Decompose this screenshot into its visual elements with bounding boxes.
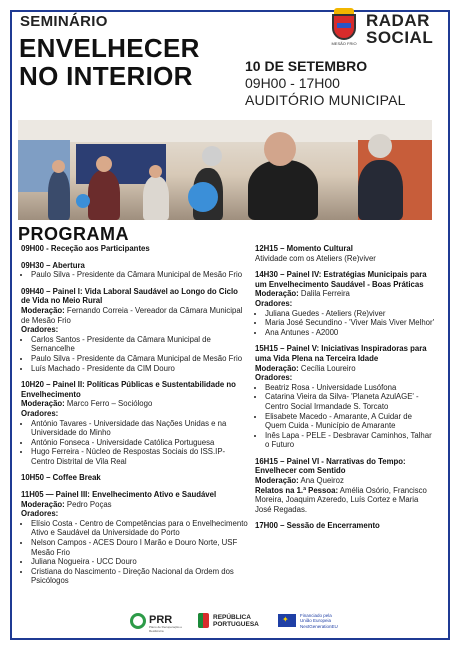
speaker-list <box>255 383 435 450</box>
moderator-name: Cecília Loureiro <box>298 363 356 373</box>
moderator-name: Ana Queiroz <box>298 476 344 486</box>
speaker-list <box>21 335 249 373</box>
program-block <box>255 270 435 337</box>
moderation-line <box>255 364 435 374</box>
session-title: 16H15 – Painel VI - Narrativas do Tempo: Envelhecer com Sentido <box>255 456 406 476</box>
moderator-name: Pedro Poças <box>64 499 112 509</box>
program-block <box>21 380 249 466</box>
brand-line1: RADAR <box>366 11 430 30</box>
brand-line2: SOCIAL <box>366 28 434 47</box>
reports-names: Amélia Osório, Francisco Moreira, Joaquim Azeredo, Luís Cortez e Maria José Regadas. <box>255 485 427 514</box>
reports-label: Relatos na 1.ª Pessoa: <box>255 485 339 495</box>
moderation-line <box>21 500 249 510</box>
speaker-item: • Beatriz Rosa - Universidade Lusófona <box>265 383 435 393</box>
program-column-left <box>21 244 249 593</box>
speaker-list <box>21 519 249 586</box>
speaker-list <box>255 309 435 338</box>
speakers-label: Oradores: <box>255 298 293 308</box>
session-title: 17H00 – Sessão de Encerramento <box>255 521 380 531</box>
eu-line2: União Europeia <box>300 618 332 624</box>
moderation-line <box>255 289 435 299</box>
moderation-label: Moderação: <box>255 363 299 373</box>
speaker-item: • António Fonseca - Universidade Católica Portuguesa <box>31 438 249 448</box>
eu-funding-logo <box>278 611 348 633</box>
session-title: 11H05 — Painel III: Envelhecimento Ativo e Saudável <box>21 490 217 500</box>
session-title: 09H00 - Receção aos Participantes <box>21 244 150 253</box>
speaker-item: • Maria José Secundino - 'Viver Mais Viver Melhor' <box>265 318 435 328</box>
moderation-label: Moderação: <box>21 499 65 509</box>
event-place: AUDITÓRIO MUNICIPAL <box>245 92 406 108</box>
event-title-line2: NO INTERIOR <box>19 61 193 91</box>
speaker-item: • Luís Machado - Presidente da CIM Douro <box>31 364 249 374</box>
moderation-label: Moderação: <box>255 289 299 299</box>
event-title-line1: ENVELHECER <box>19 33 200 63</box>
moderation-label: Moderação: <box>255 476 299 486</box>
program-block <box>255 521 435 531</box>
seminar-label: SEMINÁRIO <box>20 13 108 30</box>
session-title: 12H15 – Momento Cultural <box>255 244 353 253</box>
prr-ring-icon <box>130 613 146 629</box>
program-block <box>21 261 249 280</box>
speakers-label: Oradores: <box>255 373 293 383</box>
event-time: 09H00 - 17H00 <box>245 75 340 91</box>
speaker-item: • António Tavares - Universidade das Nações Unidas e na Universidade do Minho <box>31 419 249 438</box>
program-block <box>21 490 249 586</box>
speaker-item: • Paulo Silva - Presidente da Câmara Municipal de Mesão Frio <box>31 270 249 280</box>
speaker-item: • Hugo Ferreira - Núcleo de Respostas Sociais do ISS.IP- Centro Distrital de Vila Real <box>31 447 249 466</box>
speaker-item: • Juliana Nogueira - UCC Douro <box>31 557 249 567</box>
session-note: Atividade com os Ateliers (Re)viver <box>255 253 376 263</box>
eu-line1: Financiado pela <box>300 613 332 618</box>
speaker-item: • Carlos Santos - Presidente da Câmara Municipal de Sernancelhe <box>31 335 249 354</box>
speaker-list <box>21 419 249 467</box>
eu-line3: NextGenerationEU <box>300 623 338 629</box>
speaker-item: • Catarina Vieira da Silva- 'Planeta AzulAGE' - Centro Social Irmandade S. Torcato <box>265 392 435 411</box>
speaker-item: • Nelson Campos - ACES Douro I Marão e Douro Norte, USF Mesão Frio <box>31 538 249 557</box>
moderation-line <box>21 306 249 325</box>
speaker-item: • Ana Antunes - A2000 <box>265 328 435 338</box>
program-block <box>255 344 435 450</box>
moderation-label: Moderação: <box>21 305 65 315</box>
moderator-name: Dalila Ferreira <box>298 289 350 299</box>
prr-sub: Plano de Recuperação e Resiliência <box>149 625 183 633</box>
prr-label: PRR <box>149 614 173 626</box>
speakers-label: Oradores: <box>21 325 59 335</box>
moderation-line <box>21 399 249 409</box>
radar-social-logo <box>366 12 433 46</box>
rep-line2: PORTUGUESA <box>213 621 259 628</box>
sponsor-footer <box>10 603 450 640</box>
speaker-list <box>21 270 249 280</box>
rep-line1: REPÚBLICA <box>213 614 251 621</box>
prr-logo <box>130 611 188 631</box>
session-title: 09H30 – Abertura <box>21 260 85 270</box>
speaker-item: • Cristiana do Nascimento - Direção Nacional da Ordem dos Psicólogos <box>31 567 249 586</box>
program-block <box>21 473 249 483</box>
speaker-item: • Juliana Guedes - Ateliers (Re)viver <box>265 309 435 319</box>
exercise-class-photo <box>18 120 432 220</box>
crest-caption: MESÃO FRIO <box>331 41 357 46</box>
reports-line <box>255 486 435 515</box>
session-title: 15H15 – Painel V: Iniciativas Inspiradoras para uma Vida Plena na Terceira Idade <box>255 344 427 363</box>
municipality-crest-icon <box>325 8 363 50</box>
program-heading: PROGRAMA <box>18 224 129 244</box>
speaker-item: • Inês Lapa - PELE - Desbravar Caminhos, Talhar o Futuro <box>265 431 435 450</box>
program-block <box>21 244 249 254</box>
moderation-label: Moderação: <box>21 399 65 409</box>
speaker-item: • Elisabete Macedo - Amarante, A Cuidar de Quem Cuida - Município de Amarante <box>265 412 435 431</box>
session-title: 10H50 – Coffee Break <box>21 473 101 483</box>
moderator-name: Fernando Correia - Vereador da Câmara Municipal de Mesão Frio <box>21 305 243 325</box>
event-date: 10 DE SETEMBRO <box>245 58 368 74</box>
speakers-label: Oradores: <box>21 509 59 519</box>
moderation-line <box>255 476 435 486</box>
speakers-label: Oradores: <box>21 408 59 418</box>
session-title: 10H20 – Painel II: Políticas Públicas e Sustentabilidade no Envelhecimento <box>21 380 236 399</box>
program-block <box>255 457 435 515</box>
session-title: 09H40 – Painel I: Vida Laboral Saudável ao Longo do Ciclo de Vida no Meio Rural <box>21 286 238 306</box>
republica-portuguesa-logo <box>198 611 268 633</box>
session-title: 14H30 – Painel IV: Estratégias Municipais para um Envelhecimento Saudável - Boas Práticas <box>255 270 427 289</box>
speaker-item: • Paulo Silva - Presidente da Câmara Municipal de Mesão Frio <box>31 354 249 364</box>
program-column-right <box>255 244 435 538</box>
program-block <box>255 244 435 263</box>
moderator-name: Marco Ferro – Sociólogo <box>64 399 153 409</box>
program-block <box>21 287 249 373</box>
event-title <box>19 34 200 90</box>
speaker-item: • Elísio Costa - Centro de Competências para o Envelhecimento Ativo e Saudável da Universidade do Porto <box>31 519 249 538</box>
eu-flag-icon: ✦ <box>278 614 296 627</box>
